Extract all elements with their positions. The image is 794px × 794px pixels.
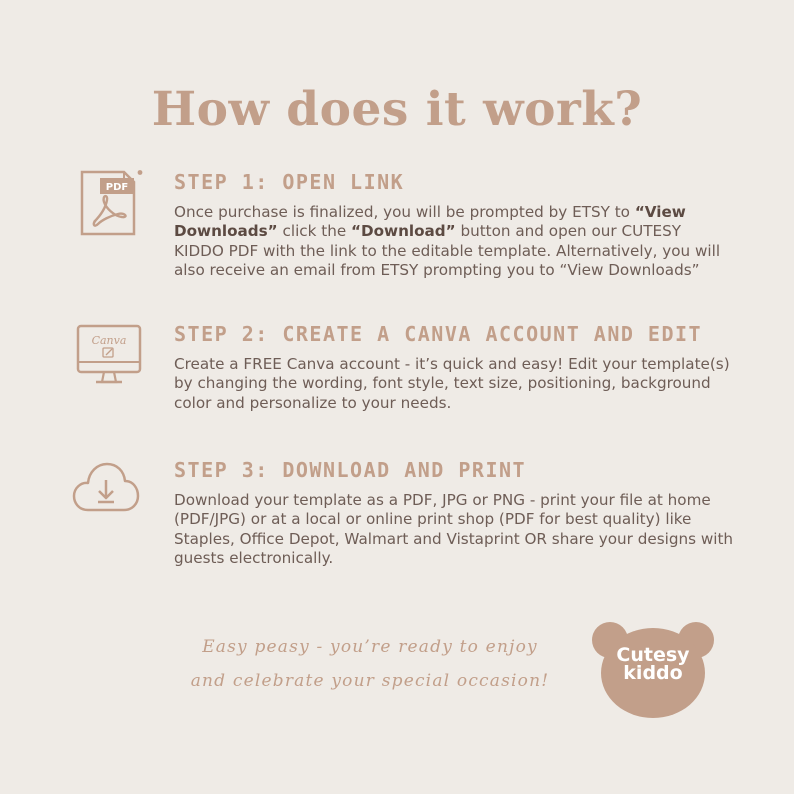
closing-line-2: and celebrate your special occasion! — [190, 671, 550, 691]
step-2-heading: STEP 2: CREATE A CANVA ACCOUNT AND EDIT — [174, 322, 703, 346]
step-2-text: Create a FREE Canva account - it’s quick and easy! Edit your template(s) by changing the wording, font style, text size, positioning, background color and personalize to your needs. — [174, 355, 730, 412]
canva-monitor-icon — [76, 324, 144, 390]
page-title: How does it work? — [151, 82, 643, 137]
logo-text — [588, 646, 718, 682]
cloud-download-icon — [72, 460, 140, 516]
step-1-text-part: button and open our CUTESY KIDDO PDF with the link to the editable template. Alternatively, you will also receive an email from ETSY prompting you to “View Downloads” — [174, 222, 721, 280]
cutesy-kiddo-logo — [588, 620, 718, 720]
step-1-heading: STEP 1: OPEN LINK — [174, 170, 405, 194]
logo-line-2: kiddo — [623, 662, 683, 684]
step-3-body — [174, 458, 734, 569]
step-3-heading: STEP 3: DOWNLOAD AND PRINT — [174, 458, 527, 482]
step-2-body — [174, 322, 734, 413]
closing-message — [165, 630, 575, 698]
pdf-file-icon — [80, 170, 146, 240]
step-1-text — [174, 203, 734, 281]
step-3-text: Download your template as a PDF, JPG or PNG - print your file at home (PDF/JPG) or at a local or online print shop (PDF for best quality) like Staples, Office Depot, Walmart and Vistaprint OR share your designs with guests electronically. — [174, 491, 734, 568]
canva-icon-label: Canva — [91, 334, 127, 347]
view-downloads-emphasis: “View Downloads” — [174, 203, 686, 241]
step-1-body — [174, 170, 734, 281]
step-1-text-part: click the — [277, 222, 352, 241]
download-emphasis: “Download” — [351, 222, 456, 241]
closing-line-1: Easy peasy - you’re ready to enjoy — [202, 637, 538, 657]
pdf-icon-label: PDF — [105, 182, 129, 193]
step-1-text-part: Once purchase is finalized, you will be prompted by ETSY to — [174, 203, 635, 221]
logo-line-1: Cutesy — [616, 644, 690, 666]
